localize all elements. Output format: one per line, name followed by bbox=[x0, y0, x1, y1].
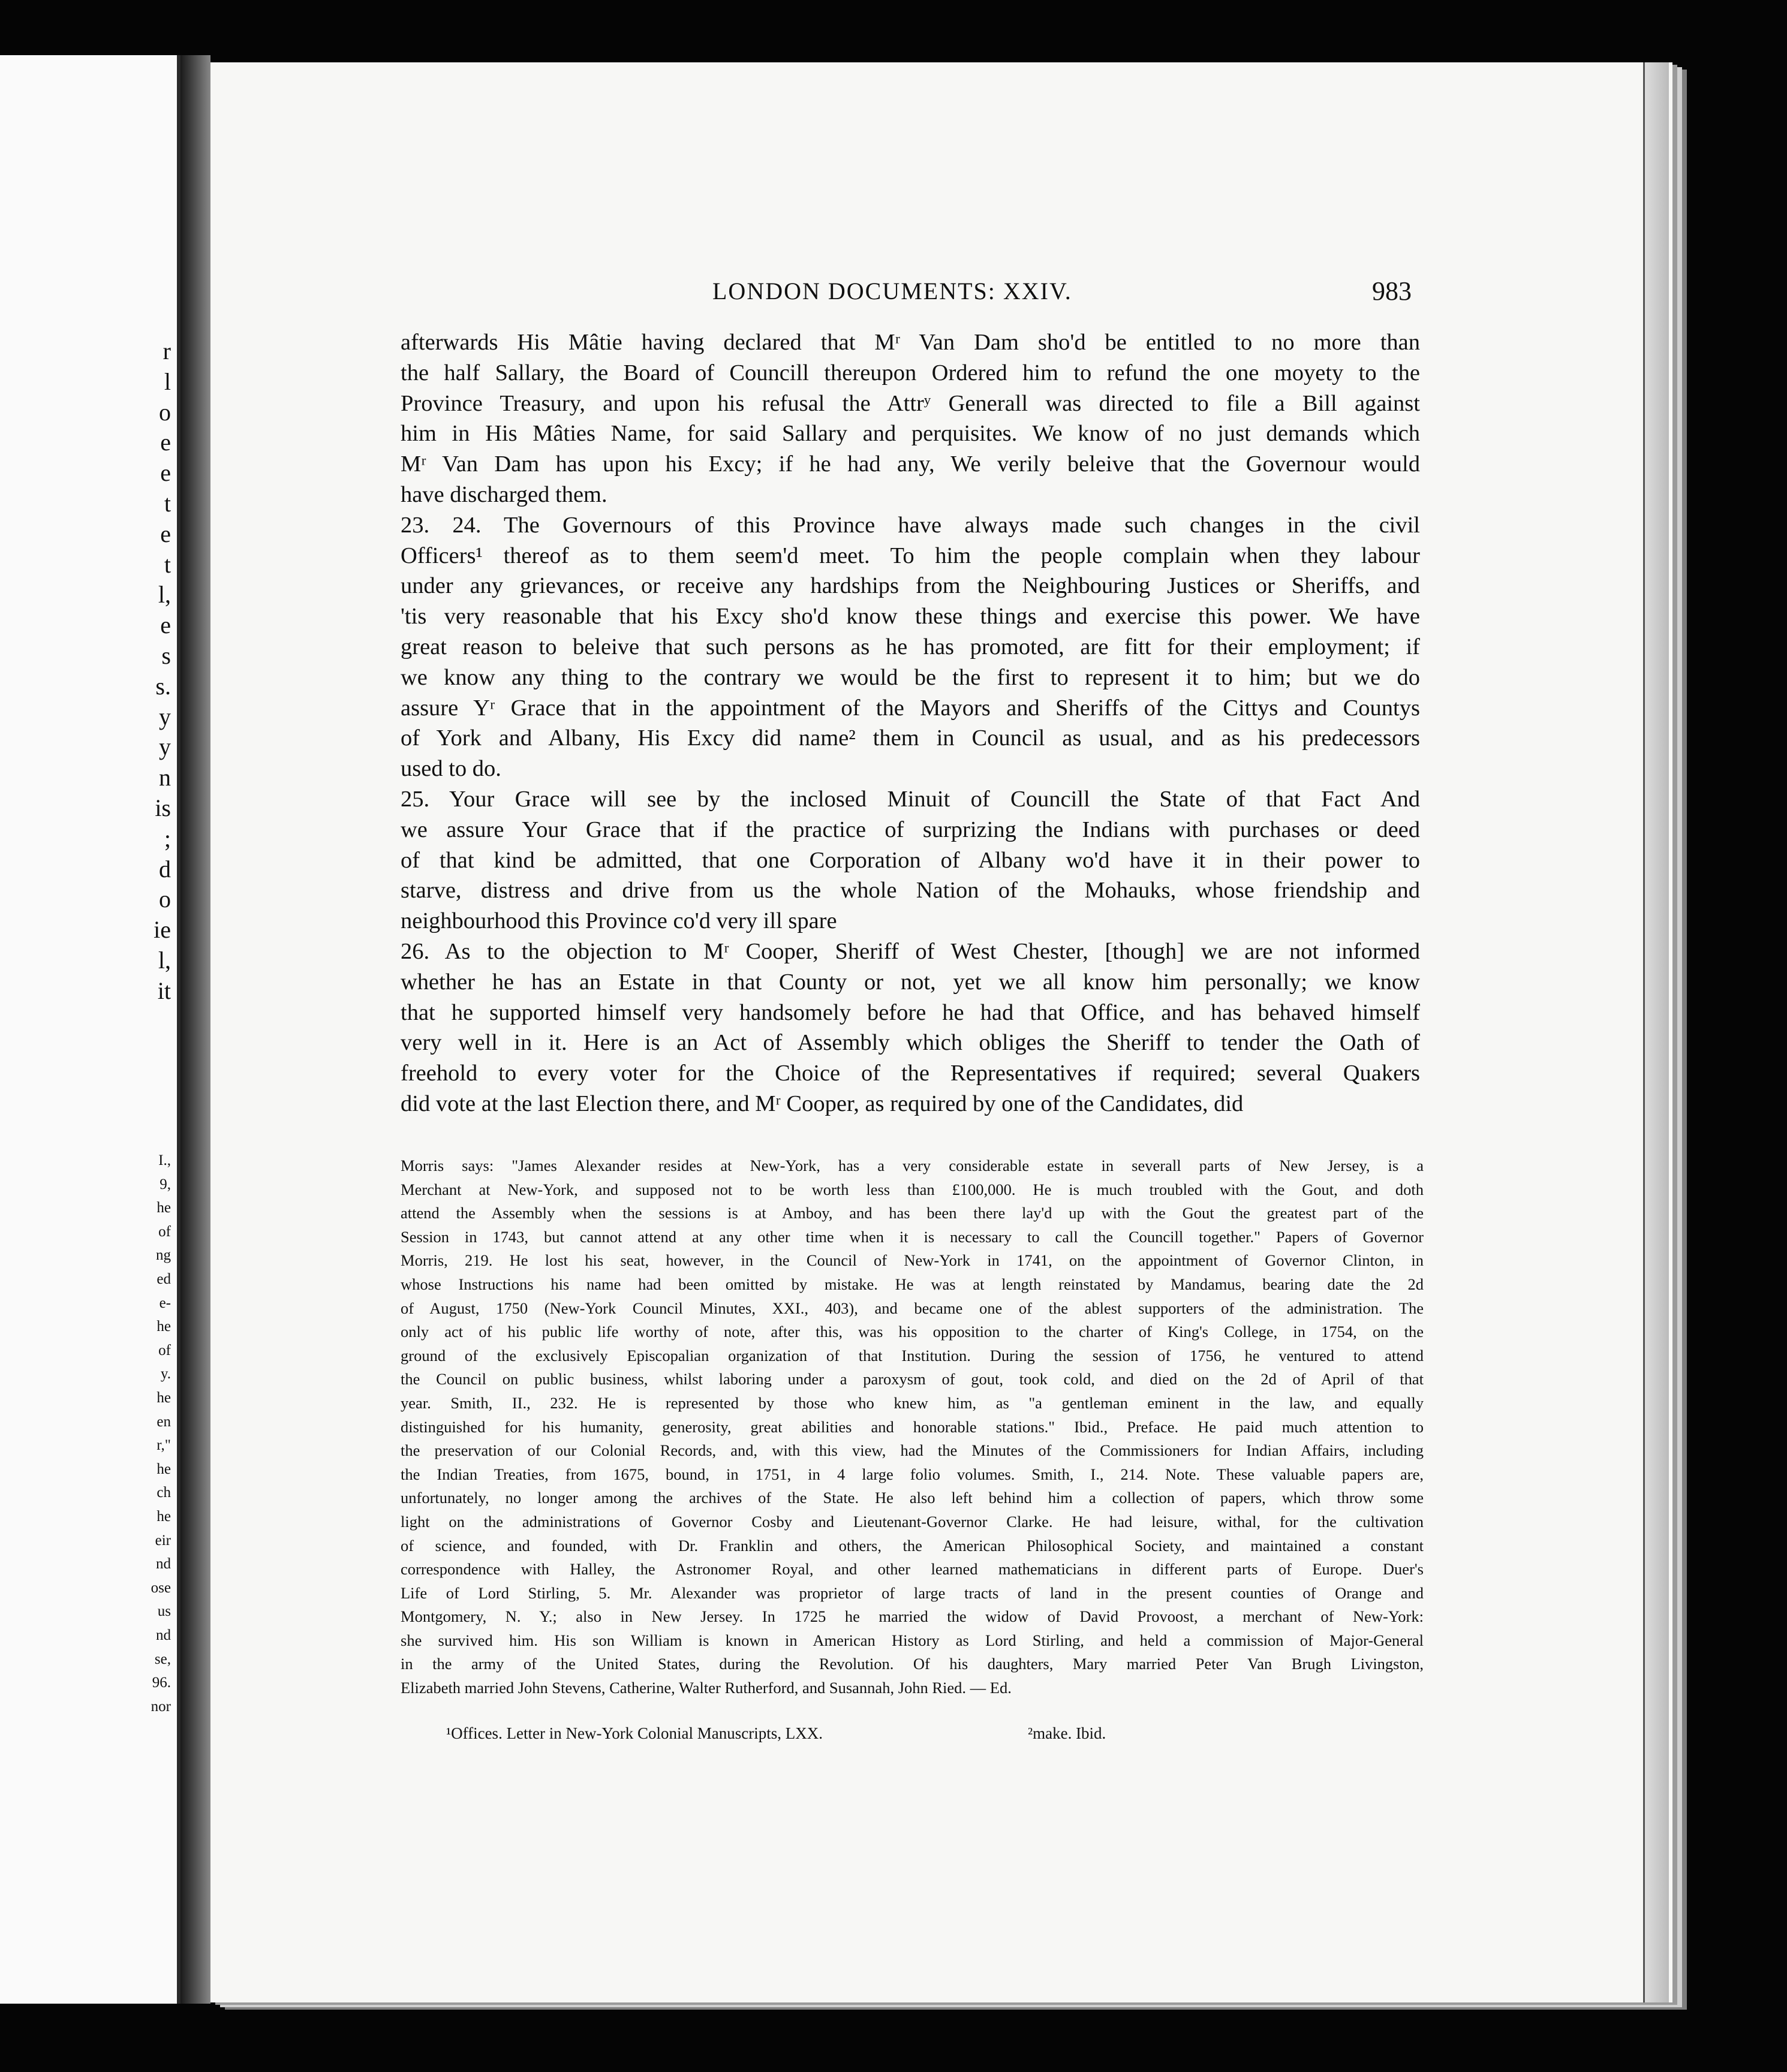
body-line: Mʳ Van Dam has upon his Excy; if he had any, We verily beleive that the Governour would bbox=[401, 451, 1420, 477]
left-page-fragment: ch bbox=[157, 1484, 171, 1501]
footnote-line: attend the Assembly when the sessions is at Amboy, and has been there lay'd up with the Gout the greatest part of the bbox=[401, 1204, 1424, 1222]
left-page-fragment: he bbox=[157, 1390, 171, 1406]
footnote-line: Session in 1743, but cannot attend at any other time when it is necessary to call the Councill together." Papers of Governor bbox=[401, 1227, 1424, 1246]
footnote-line: distinguished for his humanity, generosity, great abilities and honorable stations." Ibid., Preface. He paid much attention to bbox=[401, 1417, 1424, 1436]
left-page-fragment: e bbox=[160, 459, 171, 487]
footnote-line: Elizabeth married John Stevens, Catherine, Walter Rutherford, and Susannah, John Ried. — Ed. bbox=[401, 1679, 1012, 1697]
body-line: great reason to beleive that such persons as he has promoted, are fitt for their employment; if bbox=[401, 634, 1420, 659]
body-line: 'tis very reasonable that his Excy sho'd know these things and exercise this power. We have bbox=[401, 604, 1420, 630]
left-page-fragment: t bbox=[164, 550, 171, 578]
body-line: used to do. bbox=[401, 756, 501, 782]
left-page-fragment: 96. bbox=[152, 1675, 171, 1691]
left-page-fragment: n bbox=[159, 764, 171, 791]
body-line: have discharged them. bbox=[401, 481, 607, 507]
footnote-line: Morris says: "James Alexander resides at New-York, has a very considerable estate in severall parts of New Jersey, is a bbox=[401, 1157, 1424, 1174]
body-line: under any grievances, or receive any hardships from the Neighbouring Justices or Sheriffs, and bbox=[401, 573, 1420, 599]
footnote-line: Merchant at New-York, and supposed not to be worth less than £100,000. He is much troubled with the Gout, and doth bbox=[401, 1180, 1424, 1198]
left-page-fragment: ose bbox=[151, 1579, 171, 1596]
running-head: LONDON DOCUMENTS: XXIV. bbox=[712, 278, 1072, 305]
body-line: starve, distress and drive from us the whole Nation of the Mohauks, whose friendship and bbox=[401, 878, 1420, 904]
left-page-fragment: ed bbox=[157, 1271, 171, 1287]
footnote-line: of August, 1750 (New-York Council Minutes, XXI., 403), and became one of the ablest supporters of the administration. The bbox=[401, 1299, 1424, 1317]
body-line: very well in it. Here is an Act of Assembly which obliges the Sheriff to tender the Oath of bbox=[401, 1030, 1420, 1056]
footnote-ref-1: ¹Offices. Letter in New-York Colonial Manuscripts, LXX. bbox=[446, 1724, 823, 1742]
left-page-fragment: e bbox=[160, 429, 171, 456]
left-page-fragment: of bbox=[158, 1342, 171, 1359]
page-edge-stack bbox=[1643, 62, 1669, 2002]
left-page-fragment: r bbox=[163, 338, 171, 365]
left-page-fragment: t bbox=[164, 490, 171, 517]
footnote-line: the Council on public business, whilst laboring under a paroxysm of gout, took cold, and died on the 2d of April of that bbox=[401, 1370, 1424, 1389]
body-line: neighbourhood this Province co'd very ill spare bbox=[401, 908, 837, 934]
left-page-fragment: us bbox=[157, 1603, 171, 1620]
body-line: of York and Albany, His Excy did name² them in Council as usual, and as his predecessors bbox=[401, 725, 1420, 751]
body-line: 25. Your Grace will see by the inclosed Minuit of Councill the State of that Fact And bbox=[401, 786, 1420, 812]
left-page-strip bbox=[0, 55, 180, 2004]
body-line: him in His Mâties Name, for said Sallary and perquisites. We know of no just demands which bbox=[401, 421, 1420, 447]
body-line: whether he has an Estate in that County or not, yet we all know him personally; we know bbox=[401, 969, 1420, 995]
left-page-fragment: e bbox=[160, 612, 171, 639]
left-page-fragment: e- bbox=[159, 1294, 171, 1311]
body-line: we know any thing to the contrary we would be the first to represent it to him; but we do bbox=[401, 664, 1420, 690]
footnote-line: Life of Lord Stirling, 5. Mr. Alexander was proprietor of large tracts of land in the present counties of Orange and bbox=[401, 1583, 1424, 1602]
left-page-fragment: eir bbox=[155, 1532, 171, 1549]
body-line: 26. As to the objection to Mʳ Cooper, Sheriff of West Chester, [though] we are not informed bbox=[401, 938, 1420, 964]
left-page-fragment: l bbox=[164, 368, 171, 395]
footnote-line: Morris, 219. He lost his seat, however, in the Council of New-York in 1741, on the appointment of Governor Clinton, in bbox=[401, 1251, 1424, 1270]
left-page-fragment: ie bbox=[154, 916, 171, 944]
body-line: did vote at the last Election there, and Mʳ Cooper, as required by one of the Candidates, did bbox=[401, 1091, 1244, 1116]
footnote-text bbox=[401, 1154, 1424, 1700]
footnote-line: the Indian Treaties, from 1675, bound, in 1751, in 4 large folio volumes. Smith, I., 214. Note. These valuable papers are, bbox=[401, 1465, 1424, 1483]
left-page-fragment: d bbox=[159, 855, 171, 883]
footnote-line: in the army of the United States, during the Revolution. Of his daughters, Mary married Peter Van Brugh Livingston, bbox=[401, 1655, 1424, 1673]
left-page-fragment: y bbox=[159, 733, 171, 761]
left-page-fragment: l, bbox=[158, 581, 171, 609]
left-page-fragment: it bbox=[157, 977, 171, 1004]
body-line: we assure Your Grace that if the practice of surprizing the Indians with purchases or deed bbox=[401, 817, 1420, 842]
footnote-line: of science, and founded, with Dr. Franklin and others, the American Philosophical Society, and maintained a constant bbox=[401, 1536, 1424, 1555]
body-line: Officers¹ thereof as to them seem'd meet. To him the people complain when they labour bbox=[401, 543, 1420, 568]
body-line: afterwards His Mâtie having declared that Mʳ Van Dam sho'd be entitled to no more than bbox=[401, 330, 1420, 355]
body-line: of that kind be admitted, that one Corporation of Albany wo'd have it in their power to bbox=[401, 847, 1420, 873]
body-line: Province Treasury, and upon his refusal the Attrʸ Generall was directed to file a Bill against bbox=[401, 390, 1420, 416]
left-page-fragment: he bbox=[157, 1508, 171, 1525]
left-page-fragment: nd bbox=[156, 1556, 171, 1573]
left-page-fragment: o bbox=[159, 886, 171, 913]
left-page-fragment: I., bbox=[158, 1152, 171, 1168]
left-page-fragment: he bbox=[157, 1460, 171, 1477]
footnote-references bbox=[446, 1724, 1226, 1743]
footnote-line: ground of the exclusively Episcopalian organization of that Institution. During the session of 1756, he ventured to attend bbox=[401, 1346, 1424, 1365]
left-page-fragment: l, bbox=[158, 947, 171, 974]
left-page-fragment: ; bbox=[164, 824, 171, 852]
left-page-fragment: 9, bbox=[160, 1176, 171, 1192]
footnote-line: Montgomery, N. Y.; also in New Jersey. In 1725 he married the widow of David Provoost, a merchant of New-York: bbox=[401, 1607, 1424, 1626]
left-page-fragment: r," bbox=[157, 1437, 171, 1454]
left-page-fragment: he bbox=[157, 1200, 171, 1216]
left-page-fragment: s bbox=[161, 642, 171, 669]
left-page-fragment: en bbox=[157, 1413, 171, 1430]
left-page-fragment: o bbox=[159, 398, 171, 426]
left-page-fragment: se, bbox=[154, 1651, 171, 1667]
left-page-fragment: y. bbox=[160, 1366, 171, 1383]
body-line: that he supported himself very handsomely before he had that Office, and has behaved himself bbox=[401, 999, 1420, 1025]
footnote-line: she survived him. His son William is known in American History as Lord Stirling, and held a commission of Major-General bbox=[401, 1631, 1424, 1649]
footnote-line: only act of his public life worthy of note, after this, was his opposition to the charter of King's College, in 1754, on the bbox=[401, 1323, 1424, 1341]
footnote-line: whose Instructions his name had been omitted by mistake. He was at length reinstated by Mandamus, bearing date the 2d bbox=[401, 1275, 1424, 1293]
body-line: freehold to every voter for the Choice of the Representatives if required; several Quakers bbox=[401, 1061, 1420, 1086]
left-page-fragment: of bbox=[158, 1223, 171, 1240]
left-page-fragment: nor bbox=[151, 1698, 171, 1715]
book-gutter-shadow bbox=[180, 55, 210, 2004]
footnote-line: the preservation of our Colonial Records, and, with this view, had the Minutes of the Commissioners for Indian Affairs, including bbox=[401, 1441, 1424, 1460]
left-page-fragment: s. bbox=[155, 672, 171, 700]
left-page-fragment: nd bbox=[156, 1627, 171, 1643]
left-page-fragment: e bbox=[160, 520, 171, 547]
footnote-line: correspondence with Halley, the Astronomer Royal, and other learned mathematicians in different parts of Europe. Duer's bbox=[401, 1560, 1424, 1579]
left-page-fragment: is bbox=[155, 794, 171, 821]
page-number: 983 bbox=[1372, 276, 1412, 306]
body-line: the half Sallary, the Board of Councill thereupon Ordered him to refund the one moyety to the bbox=[401, 360, 1420, 386]
footnote-ref-2: ²make. Ibid. bbox=[1028, 1724, 1106, 1742]
body-text bbox=[401, 327, 1420, 1119]
left-page-fragment: ng bbox=[156, 1247, 171, 1264]
footnote-line: light on the administrations of Governor Cosby and Lieutenant-Governor Clarke. He had leisure, withal, for the cultivation bbox=[401, 1512, 1424, 1531]
body-line: assure Yʳ Grace that in the appointment of the Mayors and Sheriffs of the Cittys and Countys bbox=[401, 695, 1420, 721]
left-page-fragment: he bbox=[157, 1318, 171, 1335]
left-page-fragment: y bbox=[159, 703, 171, 730]
body-line: 23. 24. The Governours of this Province have always made such changes in the civil bbox=[401, 512, 1420, 538]
footnote-line: year. Smith, II., 232. He is represented by those who knew him, as "a gentleman eminent in the law, and equally bbox=[401, 1393, 1424, 1412]
footnote-line: unfortunately, no longer among the archives of the State. He also left behind him a collection of papers, which throw some bbox=[401, 1489, 1424, 1507]
